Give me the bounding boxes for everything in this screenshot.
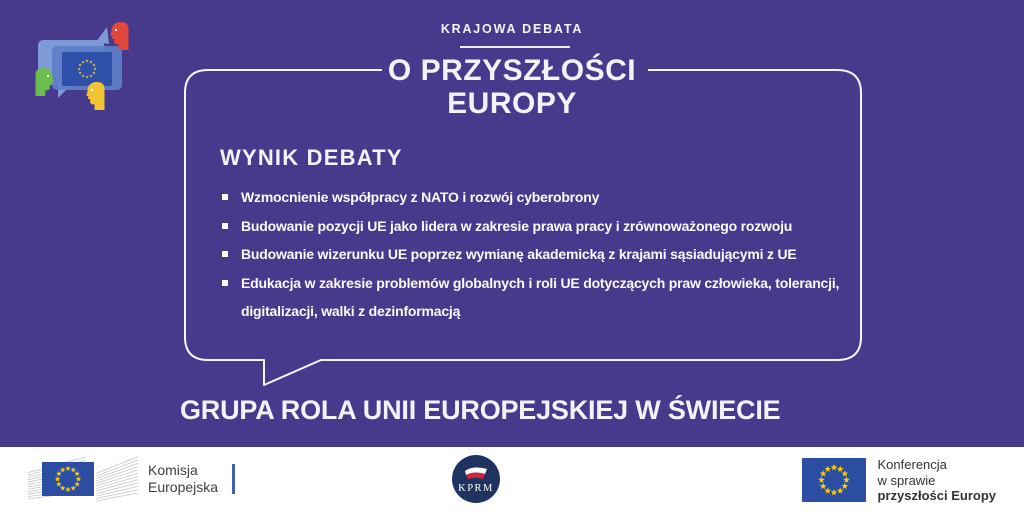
page-title-line1: O PRZYSZŁOŚCI (387, 54, 637, 87)
ec-flag-icon (28, 455, 140, 503)
footer-bar (0, 447, 1024, 512)
page-title-line2: EUROPY (447, 87, 577, 120)
conference-line3: przyszłości Europy (877, 488, 996, 503)
bullet-square-icon (222, 280, 228, 286)
group-heading: GRUPA ROLA UNII EUROPEJSKIEJ W ŚWIECIE (180, 395, 781, 425)
list-item (220, 240, 842, 269)
ec-text-line2: Europejska (148, 479, 219, 495)
conference-logo (802, 457, 996, 504)
bullet-text: Wzmocnienie współpracy z NATO i rozwój cyberobrony (241, 189, 600, 205)
list-item (220, 212, 842, 241)
list-item (220, 183, 842, 212)
conference-line2: w sprawie (877, 472, 936, 488)
bullet-text: Edukacja w zakresie problemów globalnych i roli UE dotyczących praw człowieka, tolerancji, digitalizacji, walki z dezinformacją (241, 274, 840, 319)
result-bullet-list (220, 183, 842, 326)
kprm-label: KPRM (458, 483, 494, 494)
ec-text-line1: Komisja (148, 462, 198, 478)
conference-line1: Konferencja (877, 457, 947, 472)
list-item (220, 269, 842, 326)
bullet-square-icon (222, 194, 228, 200)
european-commission-logo (28, 455, 235, 503)
ec-blue-bar (232, 464, 235, 494)
result-heading: WYNIK DEBATY (220, 145, 403, 170)
eyebrow-label: KRAJOWA DEBATA (440, 22, 584, 36)
bullet-text: Budowanie wizerunku UE poprzez wymianę akademicką z krajami sąsiadującymi z UE (241, 246, 797, 262)
eu-flag-icon (802, 458, 866, 502)
ec-logo-text (148, 462, 218, 496)
bullet-square-icon (222, 223, 228, 229)
conference-text (878, 457, 996, 504)
kprm-logo (452, 455, 500, 503)
bullet-text: Budowanie pozycji UE jako lidera w zakresie prawa pracy i zrównoważonego rozwoju (241, 217, 793, 234)
eyebrow-underline (460, 46, 570, 48)
bullet-square-icon (222, 251, 228, 257)
